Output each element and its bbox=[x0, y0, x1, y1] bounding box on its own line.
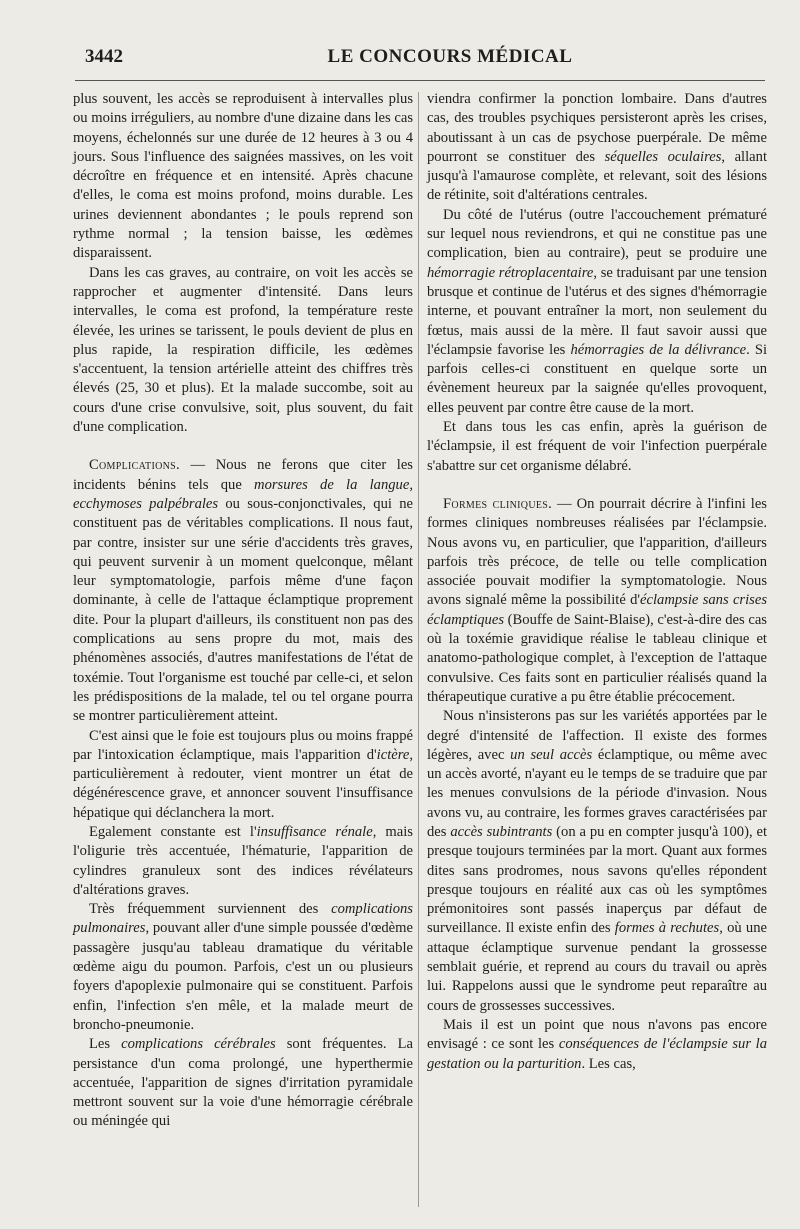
paragraph: Les complications cérébrales sont fréquentes. La persistance d'un coma prolongé, une hyperthermie accentuée, l'apparition de signes d'irritation pyramidale mettront souvent sur la voie d'une hémorragie cérébrale ou méningée qui bbox=[73, 1036, 413, 1130]
paragraph: Et dans tous les cas enfin, après la guérison de l'éclampsie, il est fréquent de voir l'infection puerpérale s'abattre sur cet organisme délabré. bbox=[427, 419, 767, 474]
section-heading-complications: Complications. bbox=[89, 457, 180, 474]
running-title: LE CONCOURS MÉDICAL bbox=[327, 46, 573, 67]
right-column bbox=[427, 90, 767, 1074]
paragraph: viendra confirmer la ponction lombaire. Dans d'autres cas, des troubles psychiques persisteront après les crises, aboutissant à un cas de psychose puerpérale. De même pourront se constituer des séquelles oculaires, allant jusqu'à l'amaurose complète, et relevant, soit des lésions de rétinite, soit d'altérations centrales. bbox=[427, 91, 767, 204]
paragraph: Egalement constante est l'insuffisance rénale, mais l'oligurie très accentuée, l'hématurie, l'apparition de cylindres granuleux sont des indices révélateurs d'altérations graves. bbox=[73, 823, 413, 898]
paragraph: plus souvent, les accès se reproduisent à intervalles plus ou moins irréguliers, au nombre d'une dizaine dans les cas moyens, échelonnés sur une durée de 12 heures à 3 ou 4 jours. Sous l'influence des saignées massives, on les voit décroître en fréquence et en intensité. Après chacune d'elles, le coma est moins profond, moins durable. Les urines deviennent abondantes ; le pouls reprend son rythme normal ; la tension baisse, les œdèmes disparaissent. bbox=[73, 91, 413, 262]
paragraph: C'est ainsi que le foie est toujours plus ou moins frappé par l'intoxication éclamptique, mais l'apparition d'ictère, particulièrement à redouter, vient montrer un état de dégénérescence grave, et annoncer souvent l'insuffisance hépatique qui déclanchera la mort. bbox=[73, 727, 413, 821]
formes-cliniques-paragraph: Formes cliniques. — On pourrait décrire à l'infini les formes cliniques nombreuses réalisées par l'éclampsie. Nous avons vu, en particulier, que l'apparition, d'ailleurs parfois très précoce, de telle ou telle complication associée pouvait modifier la symptomatologie. Nous avons signalé même la possibilité d'éclampsie sans crises éclamptiques (Bouffe de Saint-Blaise), c'est-à-dire des cas où la toxémie gravidique réalise le tableau clinique et anatomo-pathologique complet, à l'exception de l'attaque convulsive. Ces faits sont en particulier réalisés quand la thérapeutique curative a pu être établie précocement. bbox=[427, 495, 767, 705]
paragraph: Dans les cas graves, au contraire, on voit les accès se rapprocher et augmenter d'intensité. Dans leurs intervalles, le coma est profond, la température reste élevée, les urines se tarissent, le pouls devient de plus en plus rapide, la respiration difficile, les œdèmes s'accentuent, la tension artérielle atteint des chiffres très élevés (25, 30 et plus). Et la malade succombe, soit au cours d'une crise convulsive, soit, plus souvent, du fait d'une complication. bbox=[73, 264, 413, 436]
section-heading-formes-cliniques: Formes cliniques. bbox=[443, 495, 553, 512]
column-divider bbox=[418, 92, 419, 1207]
left-column bbox=[73, 90, 413, 1132]
page-number: 3442 bbox=[85, 46, 123, 67]
paragraph: Mais il est un point que nous n'avons pas encore envisagé : ce sont les conséquences de l'éclampsie sur la gestation ou la parturition. Les cas, bbox=[427, 1016, 767, 1072]
page-header bbox=[85, 44, 755, 74]
paragraph: Nous n'insisterons pas sur les variétés apportées par le degré d'intensité de l'affection. Il existe des formes légères, avec un seul accès éclamptique, ou même avec un accès avorté, n'ayant eu le temps de se traduire que par les menues convulsions de la période d'invasion. Nous avons vu, au contraire, les formes graves caractérisées par des accès subintrants (on a pu en compter jusqu'à 100), et presque toujours terminées par la mort. Quant aux formes dites sans prodromes, nous savons qu'elles répondent presque toujours en réalité aux cas où les symptômes prémonitoires sont passés inaperçus par défaut de surveillance. Il existe enfin des formes à rechutes, où une attaque éclamptique survenue pendant la grossesse semblait guérie, et reprend au cours du travail ou après lui. Rappelons aussi que le syndrome peut reparaître au cours de grossesses successives. bbox=[427, 708, 767, 1014]
paragraph: Du côté de l'utérus (outre l'accouchement prématuré sur lequel nous reviendrons, et qui ne constitue pas une complication, bien au contraire), peut se produire une hémorragie rétroplacentaire, se traduisant par une tension brusque et continue de l'utérus et des signes d'hémorragie interne, et pouvant entraîner la mort, non seulement du fœtus, mais aussi de la mère. Il faut savoir aussi que l'éclampsie favorise les hémorragies de la délivrance. Si parfois celles-ci constituent en quelque sorte un évènement heureux par la saignée qu'elles provoquent, elles peuvent par contre être cause de la mort. bbox=[427, 206, 768, 416]
header-rule bbox=[75, 80, 765, 81]
paragraph: Très fréquemment surviennent des complications pulmonaires, pouvant aller d'une simple poussée d'œdème passagère jusqu'au tableau dramatique du véritable œdème aigu du poumon. Parfois, c'est un ou plusieurs foyers d'apoplexie pulmonaire qui se constituent. Parfois enfin, l'infection s'en mêle, et la malade meurt de broncho-pneumonie. bbox=[73, 901, 413, 1033]
complications-paragraph: Complications. — Nous ne ferons que citer les incidents bénins tels que morsures de la langue, ecchymoses palpébrales ou sous-conjonctivales, qui ne constituent pas de véritables complications. Il nous faut, par contre, insister sur une série d'accidents très graves, qui peuvent survenir à un moment quelconque, mêlant leur symptomatologie, parfois même d'une façon dominante, à celle de l'attaque éclamptique proprement dite. Pour la plupart d'ailleurs, ils constituent non pas des complications au sens propre du mot, mais des phénomènes associés, d'autres manifestations de l'état de toxémie. Tout l'organisme est touché par celle-ci, et selon les prédispositions de la malade, tel ou tel organe pourra se montrer particulièrement atteint. bbox=[73, 457, 413, 725]
